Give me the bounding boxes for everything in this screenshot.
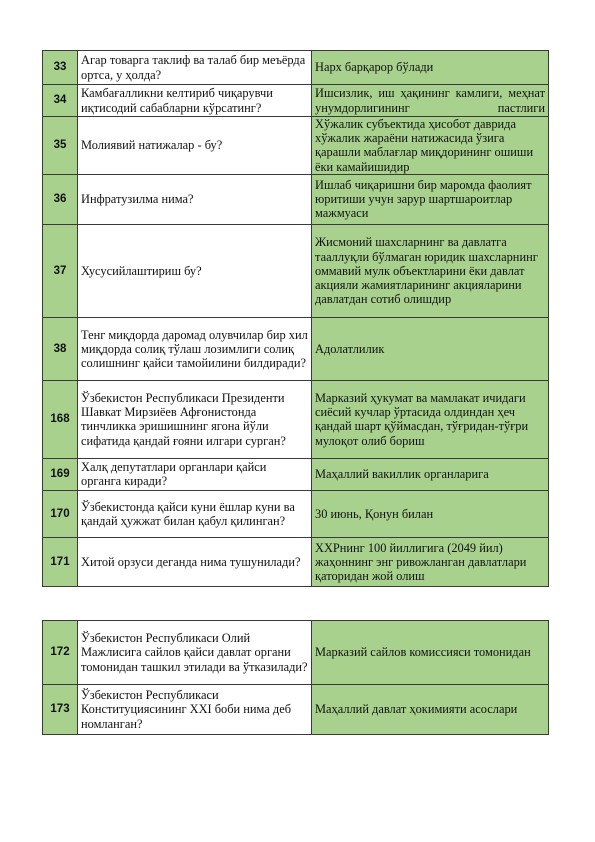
answer-text: Ишлаб чиқаришни бир маромда фаолият юритиши учун зарур шартшароитлар мажмуаси bbox=[312, 174, 549, 224]
question-text: Агар товарга таклиф ва талаб бир меъёрда ортса, у ҳолда? bbox=[78, 51, 312, 85]
question-number: 169 bbox=[43, 458, 78, 490]
question-number: 34 bbox=[43, 85, 78, 117]
question-number: 36 bbox=[43, 174, 78, 224]
question-number: 170 bbox=[43, 490, 78, 537]
question-number: 35 bbox=[43, 117, 78, 175]
table-row bbox=[43, 490, 549, 537]
table-row bbox=[43, 174, 549, 224]
table-row bbox=[43, 621, 549, 685]
question-text: Хитой орзуси деганда нима тушунилади? bbox=[78, 537, 312, 586]
questions-table-1 bbox=[42, 50, 549, 587]
question-text: Молиявий натижалар - бу? bbox=[78, 117, 312, 175]
question-number: 33 bbox=[43, 51, 78, 85]
question-text: Халқ депутатлари органлари қайси органга киради? bbox=[78, 458, 312, 490]
table-row bbox=[43, 51, 549, 85]
answer-text: ХХРнинг 100 йиллигига (2049 йил) жаҳоннинг энг ривожланган давлатлари қаторидан жой олиш bbox=[312, 537, 549, 586]
question-text: Инфратузилма нима? bbox=[78, 174, 312, 224]
question-text: Ўзбекистон Республикаси Президенти Шавкат Мирзиёев Афғонистонда тинчликка эришишнинг ягона йўли сифатида қандай ғояни илгари сурган? bbox=[78, 380, 312, 458]
answer-text: 30 июнь, Қонун билан bbox=[312, 490, 549, 537]
table-row bbox=[43, 317, 549, 380]
answer-text: Марказий сайлов комиссияси томонидан bbox=[312, 621, 549, 685]
table-row bbox=[43, 224, 549, 317]
question-number: 171 bbox=[43, 537, 78, 586]
table-row bbox=[43, 380, 549, 458]
question-text: Тенг миқдорда даромад олувчилар бир хил миқдорда солиқ тўлаш лозимлиги солиқ солишнинг қайси тамойилини билдиради? bbox=[78, 317, 312, 380]
table-row bbox=[43, 117, 549, 175]
question-text: Ўзбекистон Республикаси Олий Мажлисига сайлов қайси давлат органи томонидан ташкил этилади ва ўтказилади? bbox=[78, 621, 312, 685]
answer-text: Маҳаллий давлат ҳокимияти асослари bbox=[312, 685, 549, 735]
questions-table-2 bbox=[42, 620, 549, 735]
question-text: Ўзбекистон Республикаси Конституциясининг XXI боби нима деб номланган? bbox=[78, 685, 312, 735]
answer-text: Нарх барқарор бўлади bbox=[312, 51, 549, 85]
question-number: 37 bbox=[43, 224, 78, 317]
answer-text: Хўжалик субъектида ҳисобот даврида хўжалик жараёни натижасида ўзига қарашли маблағлар миқдорининг ошиши ёки камайишидир bbox=[312, 117, 549, 175]
table-row bbox=[43, 685, 549, 735]
question-text: Хусусийлаштириш бу? bbox=[78, 224, 312, 317]
question-text: Камбағалликни келтириб чиқарувчи иқтисодий сабабларни кўрсатинг? bbox=[78, 85, 312, 117]
question-number: 173 bbox=[43, 685, 78, 735]
question-number: 172 bbox=[43, 621, 78, 685]
question-number: 38 bbox=[43, 317, 78, 380]
answer-text: Ишсизлик, иш ҳақининг камлиги, меҳнат унумдорлигининг пастлиги bbox=[312, 85, 549, 117]
answer-text: Маҳаллий вакиллик органларига bbox=[312, 458, 549, 490]
table-row bbox=[43, 85, 549, 117]
table-row bbox=[43, 537, 549, 586]
table-row bbox=[43, 458, 549, 490]
answer-text: Жисмоний шахсларнинг ва давлатга тааллуқли бўлмаган юридик шахсларнинг оммавий мулк объектларини ёки давлат акцияли жамиятларининг акцияларини давлатдан сотиб олишдир bbox=[312, 224, 549, 317]
question-text: Ўзбекистонда қайси куни ёшлар куни ва қандай ҳужжат билан қабул қилинган? bbox=[78, 490, 312, 537]
answer-text: Адолатлилик bbox=[312, 317, 549, 380]
question-number: 168 bbox=[43, 380, 78, 458]
answer-text: Марказий ҳукумат ва мамлакат ичидаги сиёсий кучлар ўртасида олдиндан ҳеч қандай шарт қўймасдан, тўғридан-тўғри мулоқот олиб бориш bbox=[312, 380, 549, 458]
